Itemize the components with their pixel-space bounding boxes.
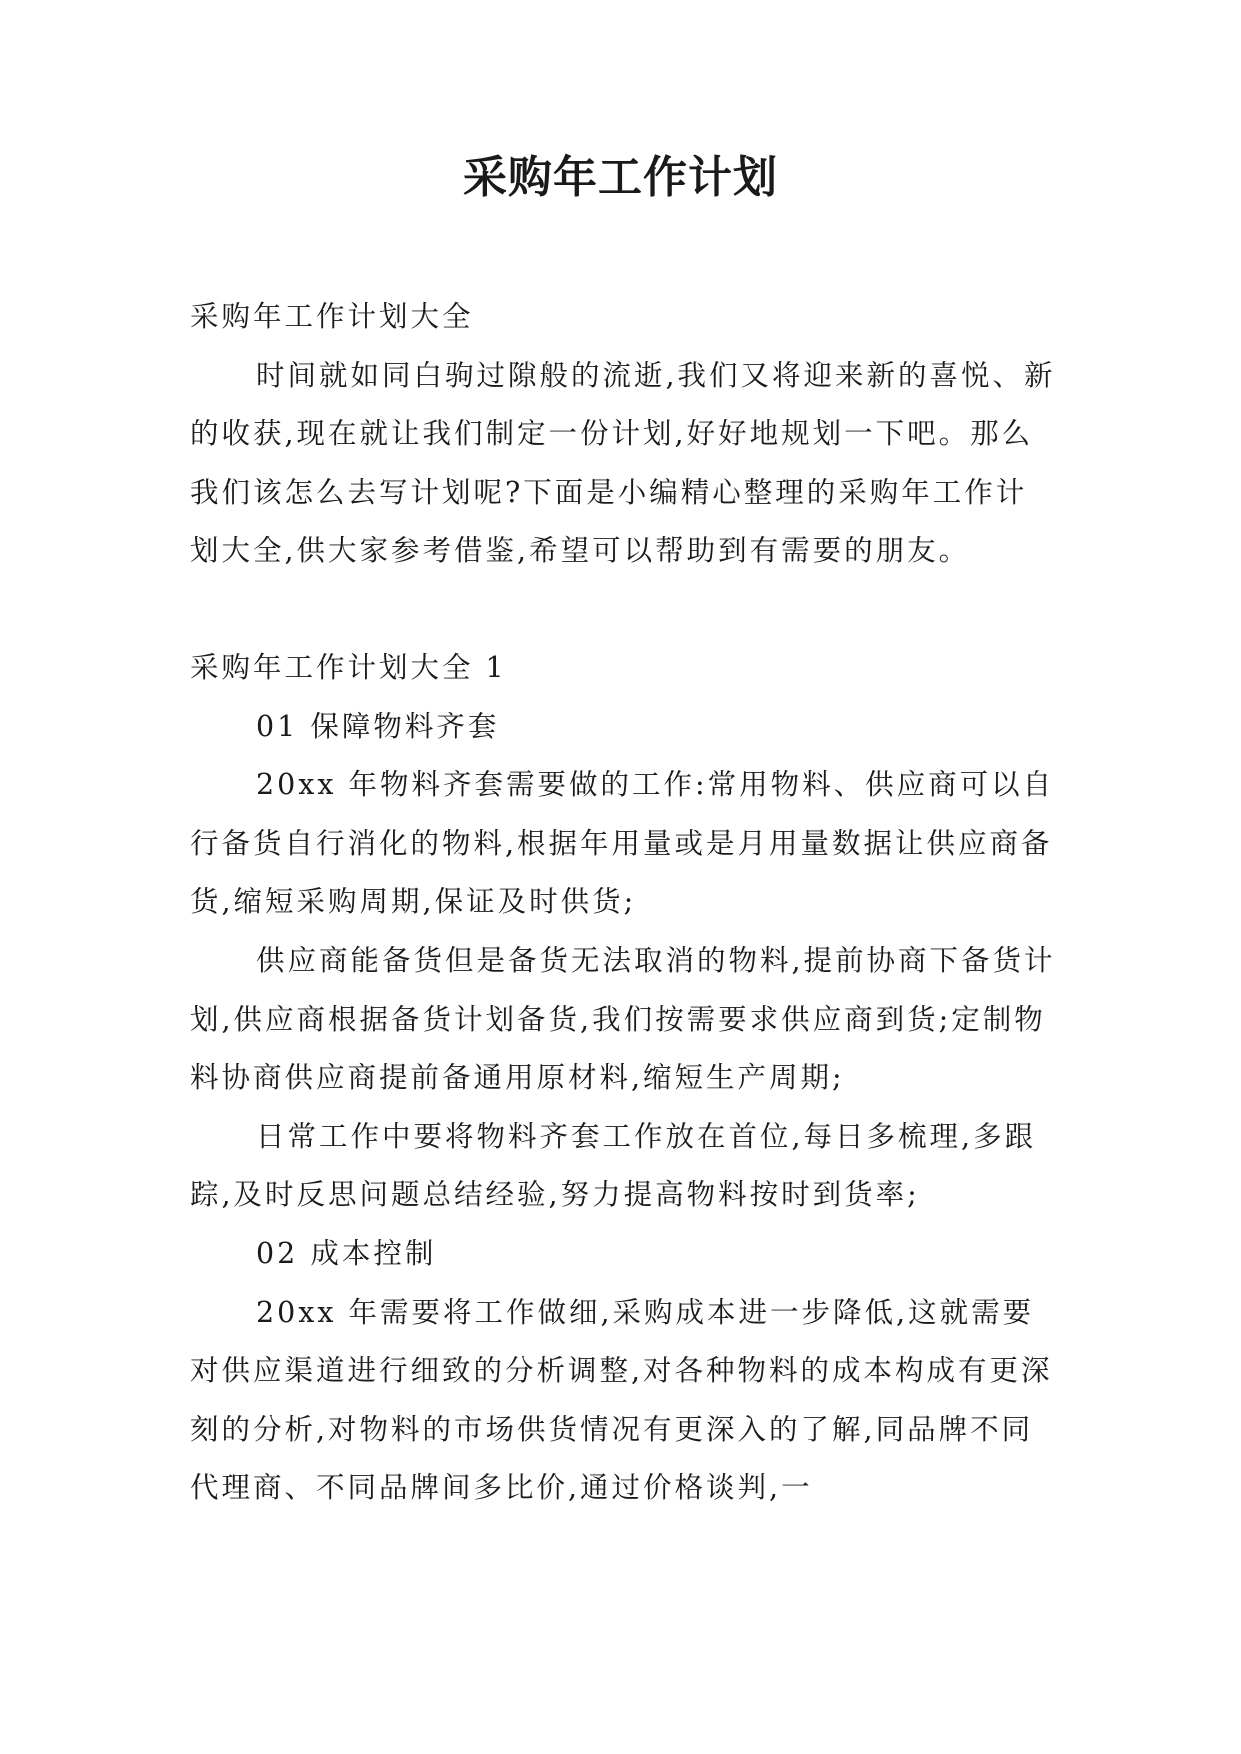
document-body	[190, 288, 1056, 1518]
intro-paragraph: 时间就如同白驹过隙般的流逝,我们又将迎来新的喜悦、新的收获,现在就让我们制定一份计划,好好地规划一下吧。那么我们该怎么去写计划呢?下面是小编精心整理的采购年工作计划大全,供大家参考借鉴,希望可以帮助到有需要的朋友。	[190, 358, 1056, 568]
document-title: 采购年工作计划	[463, 152, 778, 203]
heading-cost-control: 02 成本控制	[256, 1236, 437, 1270]
section-title: 采购年工作计划大全 1	[190, 650, 507, 684]
paragraph-supplier-stocking: 供应商能备货但是备货无法取消的物料,提前协商下备货计划,供应商根据备货计划备货,我们按需要求供应商到货;定制物料协商供应商提前备通用原材料,缩短生产周期;	[190, 943, 1056, 1095]
paragraph-material-work: 20xx 年物料齐套需要做的工作:常用物料、供应商可以自行备货自行消化的物料,根据年用量或是月用量数据让供应商备货,缩短采购周期,保证及时供货;	[190, 768, 1055, 919]
heading-material-readiness: 01 保障物料齐套	[256, 709, 500, 743]
section-spacer	[190, 581, 1056, 639]
paragraph-daily-work: 日常工作中要将物料齐套工作放在首位,每日多梳理,多跟踪,及时反思问题总结经验,努力提高物料按时到货率;	[190, 1119, 1037, 1212]
document-subtitle: 采购年工作计划大全	[190, 300, 474, 333]
paragraph-cost-reduction: 20xx 年需要将工作做细,采购成本进一步降低,这就需要对供应渠道进行细致的分析调整,对各种物料的成本构成有更深刻的分析,对物料的市场供货情况有更深入的了解,同品牌不同代理商、不同品牌间多比价,通过价格谈判,一	[190, 1295, 1053, 1505]
